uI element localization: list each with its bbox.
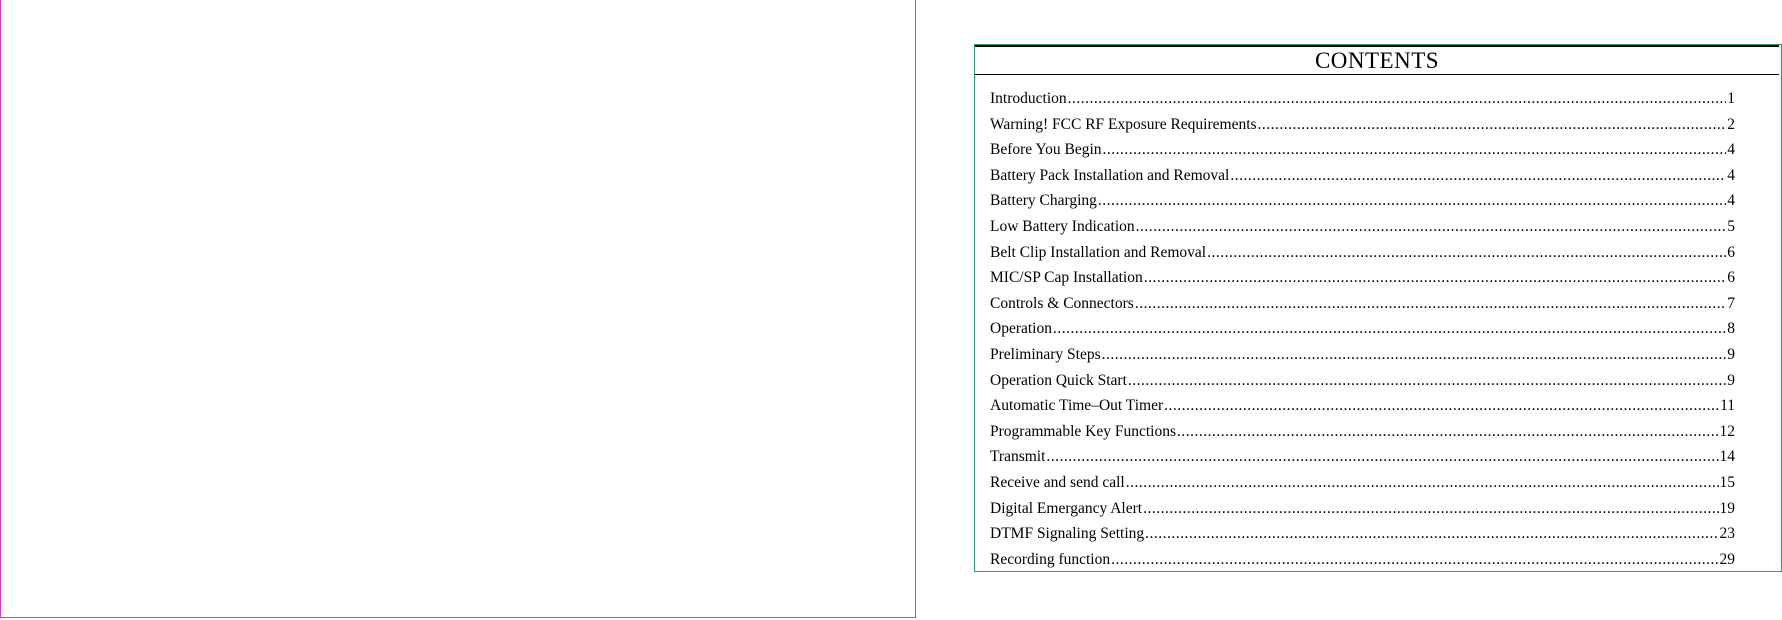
toc-entry[interactable] — [990, 116, 1735, 142]
toc-entry-label: MIC/SP Cap Installation — [990, 269, 1143, 287]
dot-leader — [1046, 448, 1718, 466]
dot-leader — [1053, 320, 1726, 338]
toc-entry[interactable] — [990, 372, 1735, 398]
toc-entry[interactable] — [990, 397, 1735, 423]
contents-list — [990, 90, 1735, 571]
dot-leader — [1144, 269, 1727, 287]
contents-title: CONTENTS — [1314, 48, 1440, 73]
toc-entry-page: 4 — [1727, 141, 1735, 159]
dot-leader — [1207, 244, 1726, 262]
toc-entry-label: Before You Begin — [990, 141, 1102, 159]
toc-entry-label: Programmable Key Functions — [990, 422, 1176, 440]
toc-entry[interactable] — [990, 346, 1735, 372]
contents-box — [974, 44, 1782, 572]
toc-entry-page: 7 — [1727, 294, 1735, 312]
toc-entry[interactable] — [990, 295, 1735, 321]
toc-entry-label: Automatic Time–Out Timer — [990, 397, 1164, 415]
toc-entry-page: 4 — [1727, 192, 1735, 210]
toc-entry-page: 19 — [1719, 499, 1735, 517]
toc-entry-label: Operation — [990, 320, 1052, 338]
toc-entry[interactable] — [990, 192, 1735, 218]
toc-entry-label: Battery Pack Installation and Removal — [990, 166, 1230, 184]
toc-entry-label: DTMF Signaling Setting — [990, 525, 1145, 543]
toc-entry-page: 9 — [1727, 345, 1735, 363]
toc-entry[interactable] — [990, 167, 1735, 193]
dot-leader — [1258, 116, 1727, 134]
toc-entry-page: 14 — [1719, 448, 1735, 466]
dot-leader — [1145, 525, 1718, 543]
toc-entry[interactable] — [990, 448, 1735, 474]
contents-header — [975, 45, 1779, 75]
toc-entry-label: Controls & Connectors — [990, 294, 1134, 312]
toc-entry-page: 4 — [1727, 166, 1735, 184]
toc-entry-page: 29 — [1719, 550, 1735, 568]
toc-entry-page: 2 — [1727, 115, 1735, 133]
toc-entry-label: Introduction — [990, 90, 1067, 107]
toc-entry-label: Digital Emergancy Alert — [990, 499, 1143, 517]
dot-leader — [1068, 90, 1727, 108]
toc-entry-page: 5 — [1727, 217, 1735, 235]
toc-entry[interactable] — [990, 141, 1735, 167]
dot-leader — [1103, 141, 1727, 159]
toc-entry[interactable] — [990, 218, 1735, 244]
dot-leader — [1126, 474, 1719, 492]
toc-entry-page: 11 — [1720, 397, 1735, 415]
dot-leader — [1128, 372, 1726, 390]
dot-leader — [1111, 551, 1718, 569]
toc-entry-page: 15 — [1719, 473, 1735, 491]
dot-leader — [1230, 167, 1726, 185]
toc-entry[interactable] — [990, 474, 1735, 500]
dot-leader — [1143, 500, 1718, 518]
toc-entry-label: Belt Clip Installation and Removal — [990, 243, 1207, 261]
dot-leader — [1135, 295, 1726, 313]
toc-entry[interactable] — [990, 244, 1735, 270]
toc-entry-label: Warning! FCC RF Exposure Requirements — [990, 115, 1257, 133]
toc-entry[interactable] — [990, 90, 1735, 116]
toc-entry-page: 6 — [1727, 269, 1735, 287]
toc-entry-label: Low Battery Indication — [990, 217, 1135, 235]
toc-entry-label: Preliminary Steps — [990, 345, 1101, 363]
dot-leader — [1177, 423, 1719, 441]
toc-entry-label: Operation Quick Start — [990, 371, 1127, 389]
toc-entry-page: 8 — [1727, 320, 1735, 338]
toc-entry-page: 12 — [1719, 422, 1735, 440]
dot-leader — [1164, 397, 1719, 415]
toc-entry-label: Recording function — [990, 550, 1111, 568]
toc-entry-page: 1 — [1727, 90, 1735, 107]
dot-leader — [1102, 346, 1727, 364]
toc-entry[interactable] — [990, 269, 1735, 295]
dot-leader — [1136, 218, 1727, 236]
toc-entry-page: 9 — [1727, 371, 1735, 389]
toc-entry-label: Receive and send call — [990, 473, 1125, 491]
toc-entry[interactable] — [990, 423, 1735, 449]
toc-entry-page: 23 — [1719, 525, 1735, 543]
dot-leader — [1098, 192, 1726, 210]
toc-entry-label: Battery Charging — [990, 192, 1097, 210]
toc-entry[interactable] — [990, 551, 1735, 571]
toc-entry[interactable] — [990, 500, 1735, 526]
toc-entry-page: 6 — [1727, 243, 1735, 261]
toc-entry-label: Transmit — [990, 448, 1046, 466]
toc-entry[interactable] — [990, 320, 1735, 346]
toc-entry[interactable] — [990, 525, 1735, 551]
